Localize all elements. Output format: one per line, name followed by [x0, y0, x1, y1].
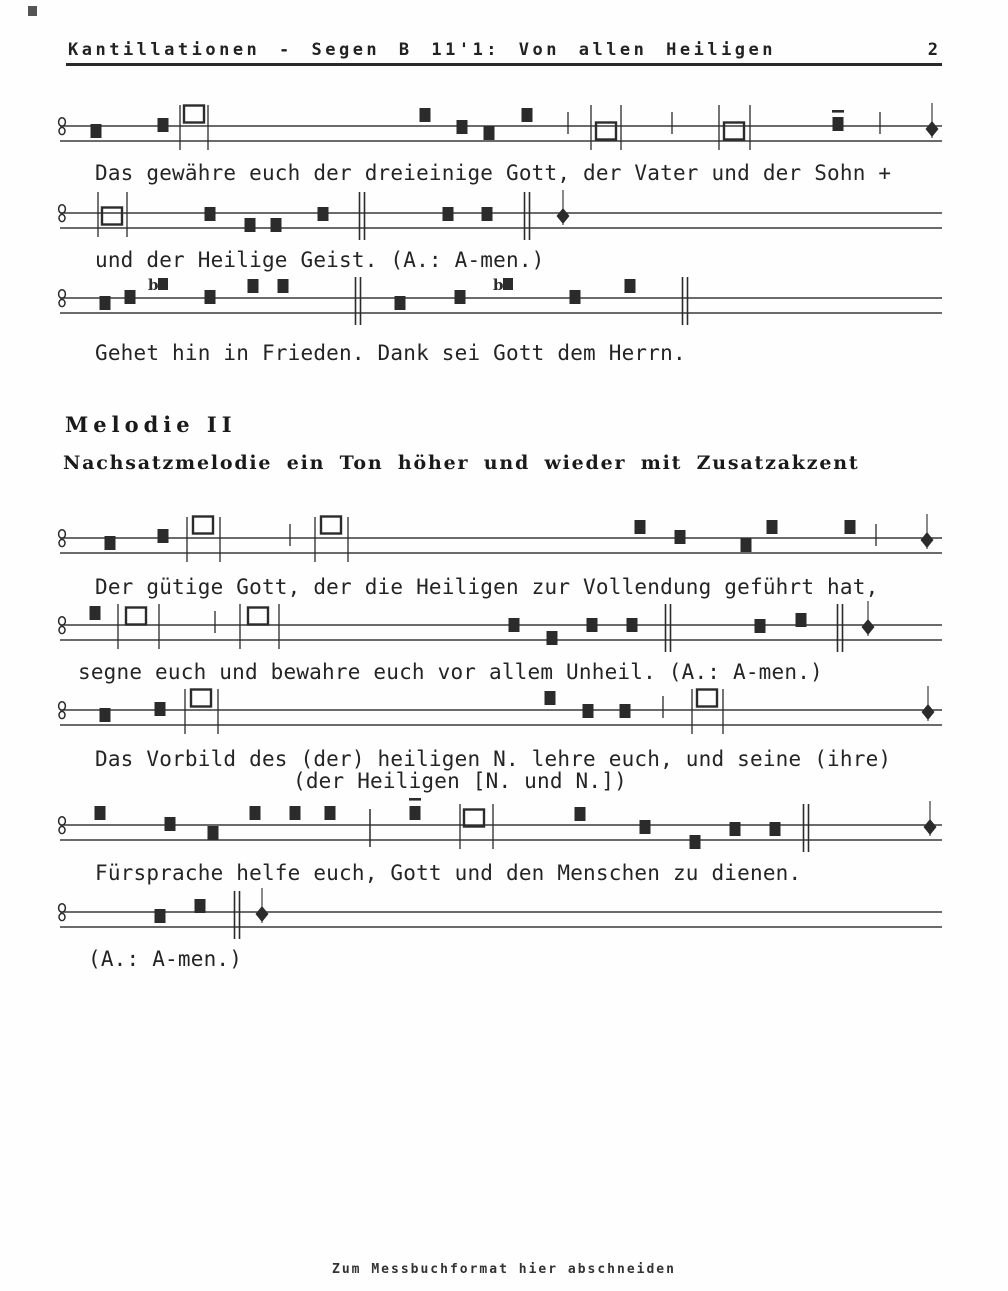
- note-square: [165, 817, 176, 831]
- reciting-note: [191, 690, 211, 707]
- reciting-note: [464, 810, 484, 827]
- note-square: [741, 538, 752, 552]
- episema-mark: [832, 110, 844, 113]
- note-square: [845, 520, 856, 534]
- double-barline: [356, 277, 361, 325]
- reciting-note: [102, 208, 122, 225]
- final-note-diamond: [557, 190, 570, 225]
- note-square: [158, 529, 169, 543]
- reciting-note: [248, 608, 268, 625]
- note-square: [755, 619, 766, 633]
- final-note-diamond: [926, 103, 939, 138]
- note-square: [155, 702, 166, 716]
- note-square: [271, 218, 282, 232]
- note-square: [90, 606, 101, 620]
- note-square: [248, 279, 259, 293]
- note-square: [620, 704, 631, 718]
- reciting-note: [184, 106, 204, 123]
- double-barline: [525, 192, 530, 240]
- note-square: [522, 108, 533, 122]
- svg-text:b: b: [148, 276, 159, 294]
- double-barline: [666, 604, 671, 652]
- flat-note: [493, 276, 513, 294]
- note-square: [770, 822, 781, 836]
- note-square: [690, 835, 701, 849]
- note-square: [91, 124, 102, 138]
- note-square: [325, 806, 336, 820]
- note-square: [767, 520, 778, 534]
- lyric-line-6-alt: (der Heiligen [N. und N.]): [293, 769, 627, 793]
- note-square: [205, 290, 216, 304]
- note-square: [205, 207, 216, 221]
- page-number: 2: [927, 40, 938, 60]
- svg-text:b: b: [493, 276, 504, 294]
- note-square: [484, 126, 495, 140]
- note-square: [640, 820, 651, 834]
- note-square: [587, 618, 598, 632]
- note-square: [547, 631, 558, 645]
- note-square: [208, 826, 219, 840]
- lyric-line-7: Fürsprache helfe euch, Gott und den Menschen zu dienen.: [95, 861, 802, 885]
- cut-here-note: Zum Messbuchformat hier abschneiden: [332, 1262, 676, 1277]
- flat-note: [148, 276, 168, 294]
- note-square: [420, 108, 431, 122]
- note-square: [155, 909, 166, 923]
- staff-3: [0, 253, 1008, 363]
- note-square: [318, 207, 329, 221]
- episema-mark: [409, 798, 421, 801]
- note-square: [100, 708, 111, 722]
- double-barline: [804, 804, 809, 852]
- note-square: [570, 290, 581, 304]
- lyric-line-8: (A.: A-men.): [88, 947, 243, 971]
- note-square: [625, 279, 636, 293]
- note-square: [100, 296, 111, 310]
- note-square: [627, 618, 638, 632]
- header-rule: [66, 63, 942, 66]
- note-square: [250, 806, 261, 820]
- reciting-note: [724, 123, 744, 140]
- double-barline: [360, 192, 365, 240]
- reciting-note: [596, 123, 616, 140]
- note-square: [482, 207, 493, 221]
- double-barline: [683, 277, 688, 325]
- note-square: [278, 279, 289, 293]
- note-square: [455, 290, 466, 304]
- note-square: [125, 290, 136, 304]
- staff-8: [0, 867, 1008, 977]
- note-square: [796, 613, 807, 627]
- note-square: [195, 899, 206, 913]
- note-square: [730, 822, 741, 836]
- note-square: [457, 120, 468, 134]
- note-square: [443, 207, 454, 221]
- lyric-line-5: segne euch und bewahre euch vor allem Unheil. (A.: A-men.): [78, 660, 823, 684]
- page-header-title: Kantillationen - Segen B 11'1: Von allen Heiligen: [68, 40, 777, 60]
- note-square: [290, 806, 301, 820]
- note-square: [395, 296, 406, 310]
- section-heading-melodie: Melodie II: [65, 412, 237, 437]
- note-square: [545, 691, 556, 705]
- lyric-line-2: und der Heilige Geist. (A.: A-men.): [95, 248, 545, 272]
- note-square: [509, 618, 520, 632]
- note-square: [105, 536, 116, 550]
- note-square: [410, 806, 421, 820]
- note-square: [583, 704, 594, 718]
- final-note-diamond: [922, 686, 935, 721]
- double-barline: [235, 891, 240, 939]
- note-square: [245, 218, 256, 232]
- final-note-diamond: [256, 888, 269, 923]
- lyric-line-1: Das gewähre euch der dreieinige Gott, der Vater und der Sohn +: [95, 161, 892, 185]
- section-subtitle: Nachsatzmelodie ein Ton höher und wieder mit Zusatzakzent: [63, 452, 860, 474]
- lyric-line-3: Gehet hin in Frieden. Dank sei Gott dem Herrn.: [95, 341, 686, 365]
- reciting-note: [321, 517, 341, 534]
- lyric-line-4: Der gütige Gott, der die Heiligen zur Vollendung geführt hat,: [95, 575, 879, 599]
- final-note-diamond: [924, 801, 937, 836]
- final-note-diamond: [862, 601, 875, 636]
- note-square: [575, 807, 586, 821]
- note-square: [635, 520, 646, 534]
- note-square: [675, 530, 686, 544]
- note-square: [95, 806, 106, 820]
- scan-artifact: [28, 6, 37, 16]
- double-barline: [838, 604, 843, 652]
- lyric-line-6: Das Vorbild des (der) heiligen N. lehre euch, und seine (ihre): [95, 747, 892, 771]
- reciting-note: [697, 690, 717, 707]
- note-square: [158, 118, 169, 132]
- reciting-note: [193, 517, 213, 534]
- note-square: [833, 117, 844, 131]
- staff-6: [0, 665, 1008, 775]
- final-note-diamond: [921, 514, 934, 549]
- reciting-note: [126, 608, 146, 625]
